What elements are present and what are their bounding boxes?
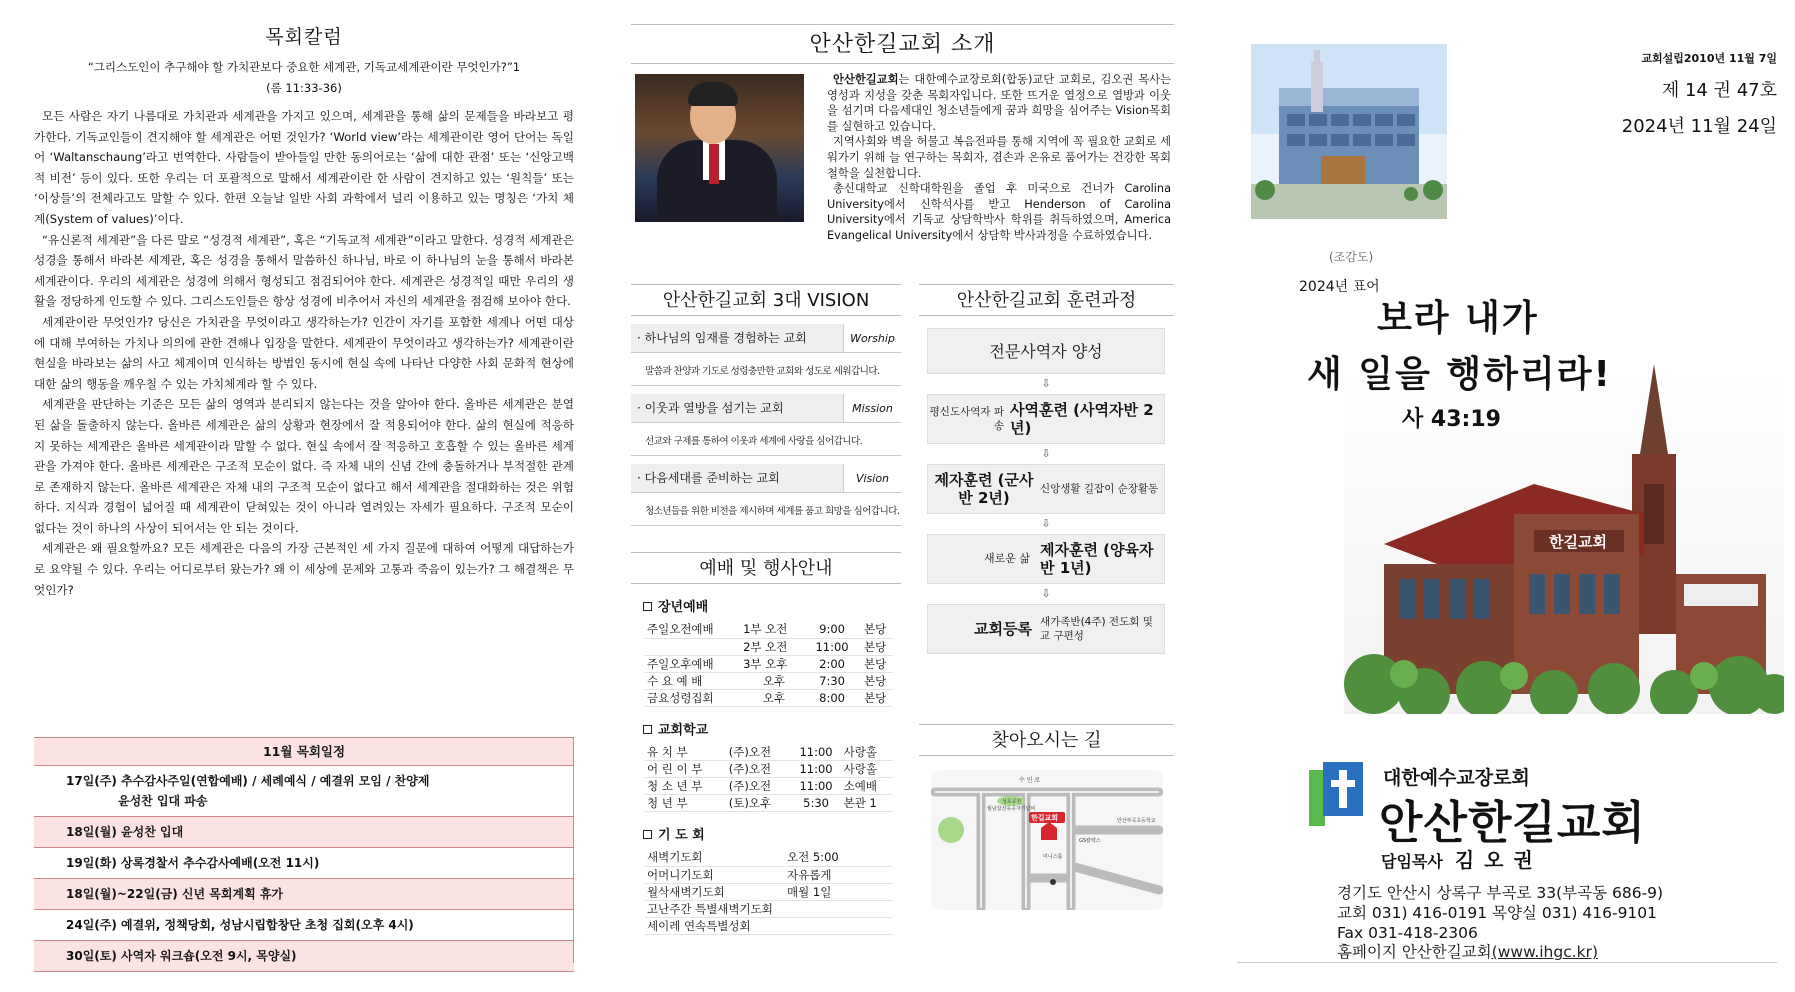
arrow-down-icon: ⇩ [1041, 517, 1051, 530]
vision-item [631, 394, 901, 423]
vision-desc: 청소년들을 위한 비전을 제시하며 세계를 품고 희망을 심어갑니다. [631, 493, 901, 526]
schedule-item: 18일(월)~22일(금) 신년 목회계획 휴가 [34, 879, 574, 910]
pastoral-column [34, 0, 574, 963]
paragraph: 세계관을 판단하는 기준은 모든 삶의 영역과 분리되지 않는다는 것을 알아야 한다. 올바른 세계관은 분열된 삶을 돌출하지 않는다. 올바른 세계관은 삶의 상황과 현장에서 잘 적용되어야 한다. 삶의 현실에 적응하지 못하는 세계관은 올바른 세계관이라 말할 수 없다. 현실 속에서 잘 적응하고 호흡할 수 있는 올바른 세계관을 가져야 한다. 올바른 세계관은 구조적 모순이 없다. 즉 자체 내의 신념 간에 충돌하거나 부적절한 관계로 존재하지 않는다. 올바른 세계관은 자체 내의 구조적 모순이 없다고 해서 세계관을 절대화하는 것은 위험하다. 지식과 경험이 넓어질 때 세계관이 닫혀있는 것이 아니라 열려있는 자세가 필요하다. 구조적 모순이 없다는 것이 하나의 사상이 되어서는 안 되는 것이다. [34, 397, 574, 535]
pastor-line [1381, 844, 1543, 873]
checkbox-square-icon [643, 602, 652, 611]
table-row: 어머니기도회 자유롭게 [645, 866, 893, 883]
table-row: 주일오전예배 1부 오전 9:00 본당 [645, 621, 893, 638]
table-row: 2부 오전 11:00 본당 [645, 638, 893, 655]
building-rendering-image [1251, 44, 1447, 219]
training-heading: 안산한길교회 훈련과정 [919, 284, 1174, 316]
intro-paragraph: 총신대학교 신학대학원을 졸업 후 미국으로 건너가 Carolina University에서 신학석사를 받고 Henderson of Carolina University에서 기독교 상담학박사 학위를 취득하였으며, America Evangelical University에서 상담학 박사과정을 수료하였습니다. [827, 182, 1171, 242]
column-body [34, 106, 574, 600]
table-row: 월삭새벽기도회 매월 1일 [645, 883, 893, 900]
homepage-link[interactable]: (www.ihgc.kr) [1491, 943, 1599, 962]
worship-table [645, 621, 893, 707]
issue-info [1622, 50, 1777, 138]
vision-label: · 다음세대를 준비하는 교회 [631, 464, 843, 492]
paragraph: 세계관이란 무엇인가? 당신은 가치관을 무엇이라고 생각하는가? 인간이 자기를 포함한 세계나 어떤 대상에 대해 부여하는 가치나 의의에 관한 견해나 입장을 말한다. 세계관이 무엇이라고 생각하는가? 세계관이란 현실을 바라보는 삶의 사고 체계이며 인식하는 방법인 동시에 현실 속에 나타난 다양한 사회 문화적 현상에 대한 삶의 행동을 깨우칠 수 있는 가치체계라 할 수 있다. [34, 314, 574, 391]
founded-date: 교회설립2010년 11월 7일 [1641, 52, 1777, 65]
worship-subheading: 교회학교 [643, 719, 901, 738]
schedule-item: 24일(주) 예결위, 정책당회, 성남시립합창단 초청 집회(오후 4시) [34, 910, 574, 941]
homepage: 홈페이지 안산한길교회(www.ihgc.kr) [1337, 943, 1599, 962]
schedule-item: 18일(월) 윤성찬 입대 [34, 817, 574, 848]
intro-title: 안산한길교회 소개 [631, 24, 1174, 64]
arrow-down-icon: ⇩ [1041, 377, 1051, 390]
pastor-name: 김오권 [1454, 848, 1543, 872]
church-intro-column [631, 24, 1174, 933]
vision-tag: Vision [843, 464, 901, 492]
school-table [645, 744, 893, 813]
checkbox-square-icon [643, 725, 652, 734]
vision-tag: Mission [843, 394, 901, 422]
issue-date: 2024년 11월 24일 [1621, 116, 1777, 137]
arrow-down-icon: ⇩ [1041, 587, 1051, 600]
table-row: 고난주간 특별새벽기도회 [645, 900, 893, 917]
map-label-school: 안산부곡초등학교 [1117, 818, 1156, 824]
arrow-down-icon: ⇩ [1041, 447, 1051, 460]
map-label-road: 수 인 로 [1019, 777, 1041, 784]
worship-subheading: 장년예배 [643, 596, 901, 615]
paragraph: 세계관은 왜 필요할까요? 모든 세계관은 다음의 가장 근본적인 세 가지 질문에 대하여 어떻게 대답하는가로 요약될 수 있다. 우리는 어디로부터 왔는가? 왜 이 세상에 문제와 고통과 죽음이 있는가? 그 해결책은 무엇인가? [34, 541, 574, 597]
directions-section [919, 724, 1174, 910]
worship-section [631, 552, 901, 935]
address: 경기도 안산시 상록구 부곡로 33(부곡동 686-9) [1337, 884, 1664, 902]
map-graphic [931, 770, 1163, 910]
motto-reference: 사 43:19 [1402, 407, 1501, 432]
pastor-title: 담임목사 [1381, 852, 1443, 871]
vision-label: · 이웃과 열방을 섬기는 교회 [631, 394, 843, 422]
vision-item [631, 464, 901, 493]
table-row: 청 년 부 (토)오후 5:30 본관 1 [645, 795, 893, 812]
vision-desc: 선교와 구제를 통하여 이웃과 세계에 사랑을 심어갑니다. [631, 423, 901, 456]
divider [1237, 962, 1777, 963]
phone: 교회 031) 416-0191 목양실 031) 416-9101 [1337, 903, 1658, 922]
table-row: 금요성령집회 오후 8:00 본당 [645, 689, 893, 706]
intro-paragraph: 안산한길교회는 대한예수교장로회(합동)교단 교회로, 김오권 목사는 영성과 지성을 갖춘 목회자입니다. 또한 뜨거운 열정으로 열방과 이웃을 섬기며 다음세대인 청소년들에게 꿈과 희망을 심어주는 Vision목회를 실현하고 있습니다. [827, 73, 1171, 133]
vision-desc: 말씀과 찬양과 기도로 성령충만한 교회와 성도로 세워갑니다. [631, 353, 901, 386]
intro-paragraph: 지역사회와 벽을 허물고 복음전파를 통해 지역에 꼭 필요한 교회로 세워가기 위해 늘 연구하는 목회자, 겸손과 온유로 품어가는 건강한 목회철학을 실천합니다. [827, 135, 1171, 180]
table-row: 새벽기도회 오전 5:00 [645, 849, 893, 866]
location-map [931, 770, 1163, 910]
directions-heading: 찾아오시는 길 [919, 724, 1174, 756]
paragraph: “유신론적 세계관”을 다른 말로 “성경적 세계관”, 혹은 “기독교적 세계관”이라고 말한다. 성경적 세계관은 성경을 통해서 바라본 세계관, 혹은 성경을 통해서 말씀하신 하나님, 바로 이 하나님의 눈을 통해서 바라본 세계관이다. 우리의 세계관은 성경에 의해서 형성되고 점검되어야 한다. 세계관은 성경적일 때만 우리의 생활을 정당하게 인도할 수 있다. 그리스도인들은 항상 성경에 비추어서 자신의 세계관을 점검해 보아야 한다. [34, 232, 574, 309]
schedule-heading: 11월 목회일정 [34, 738, 574, 766]
training-section [919, 284, 1174, 654]
training-step-2: 평신도사역자 파송 사역훈련 (사역자반 2년) [927, 394, 1165, 444]
schedule-item: 17일(주) 추수감사주일(연합예배) / 세례예식 / 예결위 모임 / 찬양제 [66, 774, 430, 788]
pastor-photo [635, 74, 804, 222]
motto-line-2: 새 일을 행하리라! [1307, 354, 1612, 395]
worship-heading: 예배 및 행사안내 [631, 552, 901, 584]
table-row: 어 린 이 부 (주)오전 11:00 사랑홀 [645, 761, 893, 778]
map-label-mart: 미니스톱 [1043, 854, 1063, 860]
worship-subheading: 기 도 회 [643, 824, 901, 843]
schedule-item: 19일(화) 상록경찰서 추수감사예배(오전 11시) [34, 848, 574, 879]
vision-section [631, 284, 901, 526]
church-name-bold: 안산한길교회 [833, 73, 899, 86]
training-step-4: 새로운 삶 제자훈련 (양육자반 1년) [927, 534, 1165, 584]
vision-tag: Worship [843, 324, 901, 352]
vision-heading: 안산한길교회 3대 VISION [631, 284, 901, 316]
table-row: 주일오후예배 3부 오후 2:00 본당 [645, 655, 893, 672]
church-sign: 한길교회 [1549, 533, 1607, 551]
training-step-5: 교회등록 새가족반(4주) 전도회 및 교 구편성 [927, 604, 1165, 654]
table-row: 청 소 년 부 (주)오전 11:00 소예배 [645, 778, 893, 795]
church-name: 안산한길교회 [1379, 796, 1646, 849]
intro-text [827, 72, 1171, 244]
training-step-3: 제자훈련 (군사반 2년) 신앙생활 길잡이 순장활동 [927, 464, 1165, 514]
table-row: 세이레 연속특별성회 [645, 917, 893, 934]
vision-item [631, 324, 901, 353]
column-subtitle: “그리스도인이 추구해야 할 가치관보다 중요한 세계관, 기독교세계관이란 무엇인가?”1 [87, 60, 521, 74]
denomination: 대한예수교장로회 [1383, 767, 1530, 789]
checkbox-square-icon [643, 830, 652, 839]
volume-number: 제 14 권 47호 [1661, 80, 1777, 101]
map-label-park: 성호공원 [1002, 799, 1022, 805]
schedule-item: 윤성찬 입대 파송 [34, 791, 574, 817]
scripture-reference: (롬 11:33-36) [266, 81, 342, 95]
map-label-church: 한길교회 [1031, 814, 1059, 822]
photo-caption: (조감도) [1329, 250, 1374, 264]
schedule-item: 30일(토) 사역자 워크숍(오전 9시, 목양실) [34, 941, 574, 972]
training-step-1: 전문사역자 양성 [927, 328, 1165, 374]
table-row: 유 치 부 (주)오전 11:00 사랑홀 [645, 744, 893, 761]
monthly-schedule [34, 737, 574, 972]
contact-info [1337, 884, 1663, 963]
motto-year: 2024년 표어 [1299, 279, 1380, 295]
church-logo-icon [1309, 762, 1363, 826]
map-label-memorial: 월남참전유공자기념비 [987, 806, 1036, 812]
fax: Fax 031-418-2306 [1337, 923, 1478, 942]
paragraph: 모든 사람은 자기 나름대로 가치관과 세계관을 가지고 있으며, 세계관을 통해 삶의 문제들을 바라보고 평가한다. 기독교인들이 견지해야 할 세계관은 어떤 것인가? ‘World view’라는 세계관이란 영어 단어는 독일어 ‘Waltanschaung’라고 번역한다. 사람들이 받아들일 만한 동의어로는 ‘삶에 대한 관점’ 또는 ‘신앙고백적 비전’ 등이 있다. 또한 우리는 더 포괄적으로 말해서 세계관이란 한 사람이 견지하고 있는 ‘원칙들’ 또는 ‘이상들’의 전체라고도 말할 수 있다. 한편 오늘날 일반 사회 과학에서 널리 이용하고 있는 명칭은 ‘가치 체계(System of values)’이다. [34, 109, 574, 226]
column-title: 목회칼럼 [265, 26, 343, 48]
map-label-gas: GS칼텍스 [1079, 838, 1101, 844]
table-row: 수 요 예 배 오후 7:30 본당 [645, 672, 893, 689]
vision-label: · 하나님의 임재를 경험하는 교회 [631, 324, 843, 352]
divider [573, 738, 574, 963]
motto-line-1: 보라 내가 [1377, 298, 1539, 339]
prayer-table [645, 849, 893, 935]
